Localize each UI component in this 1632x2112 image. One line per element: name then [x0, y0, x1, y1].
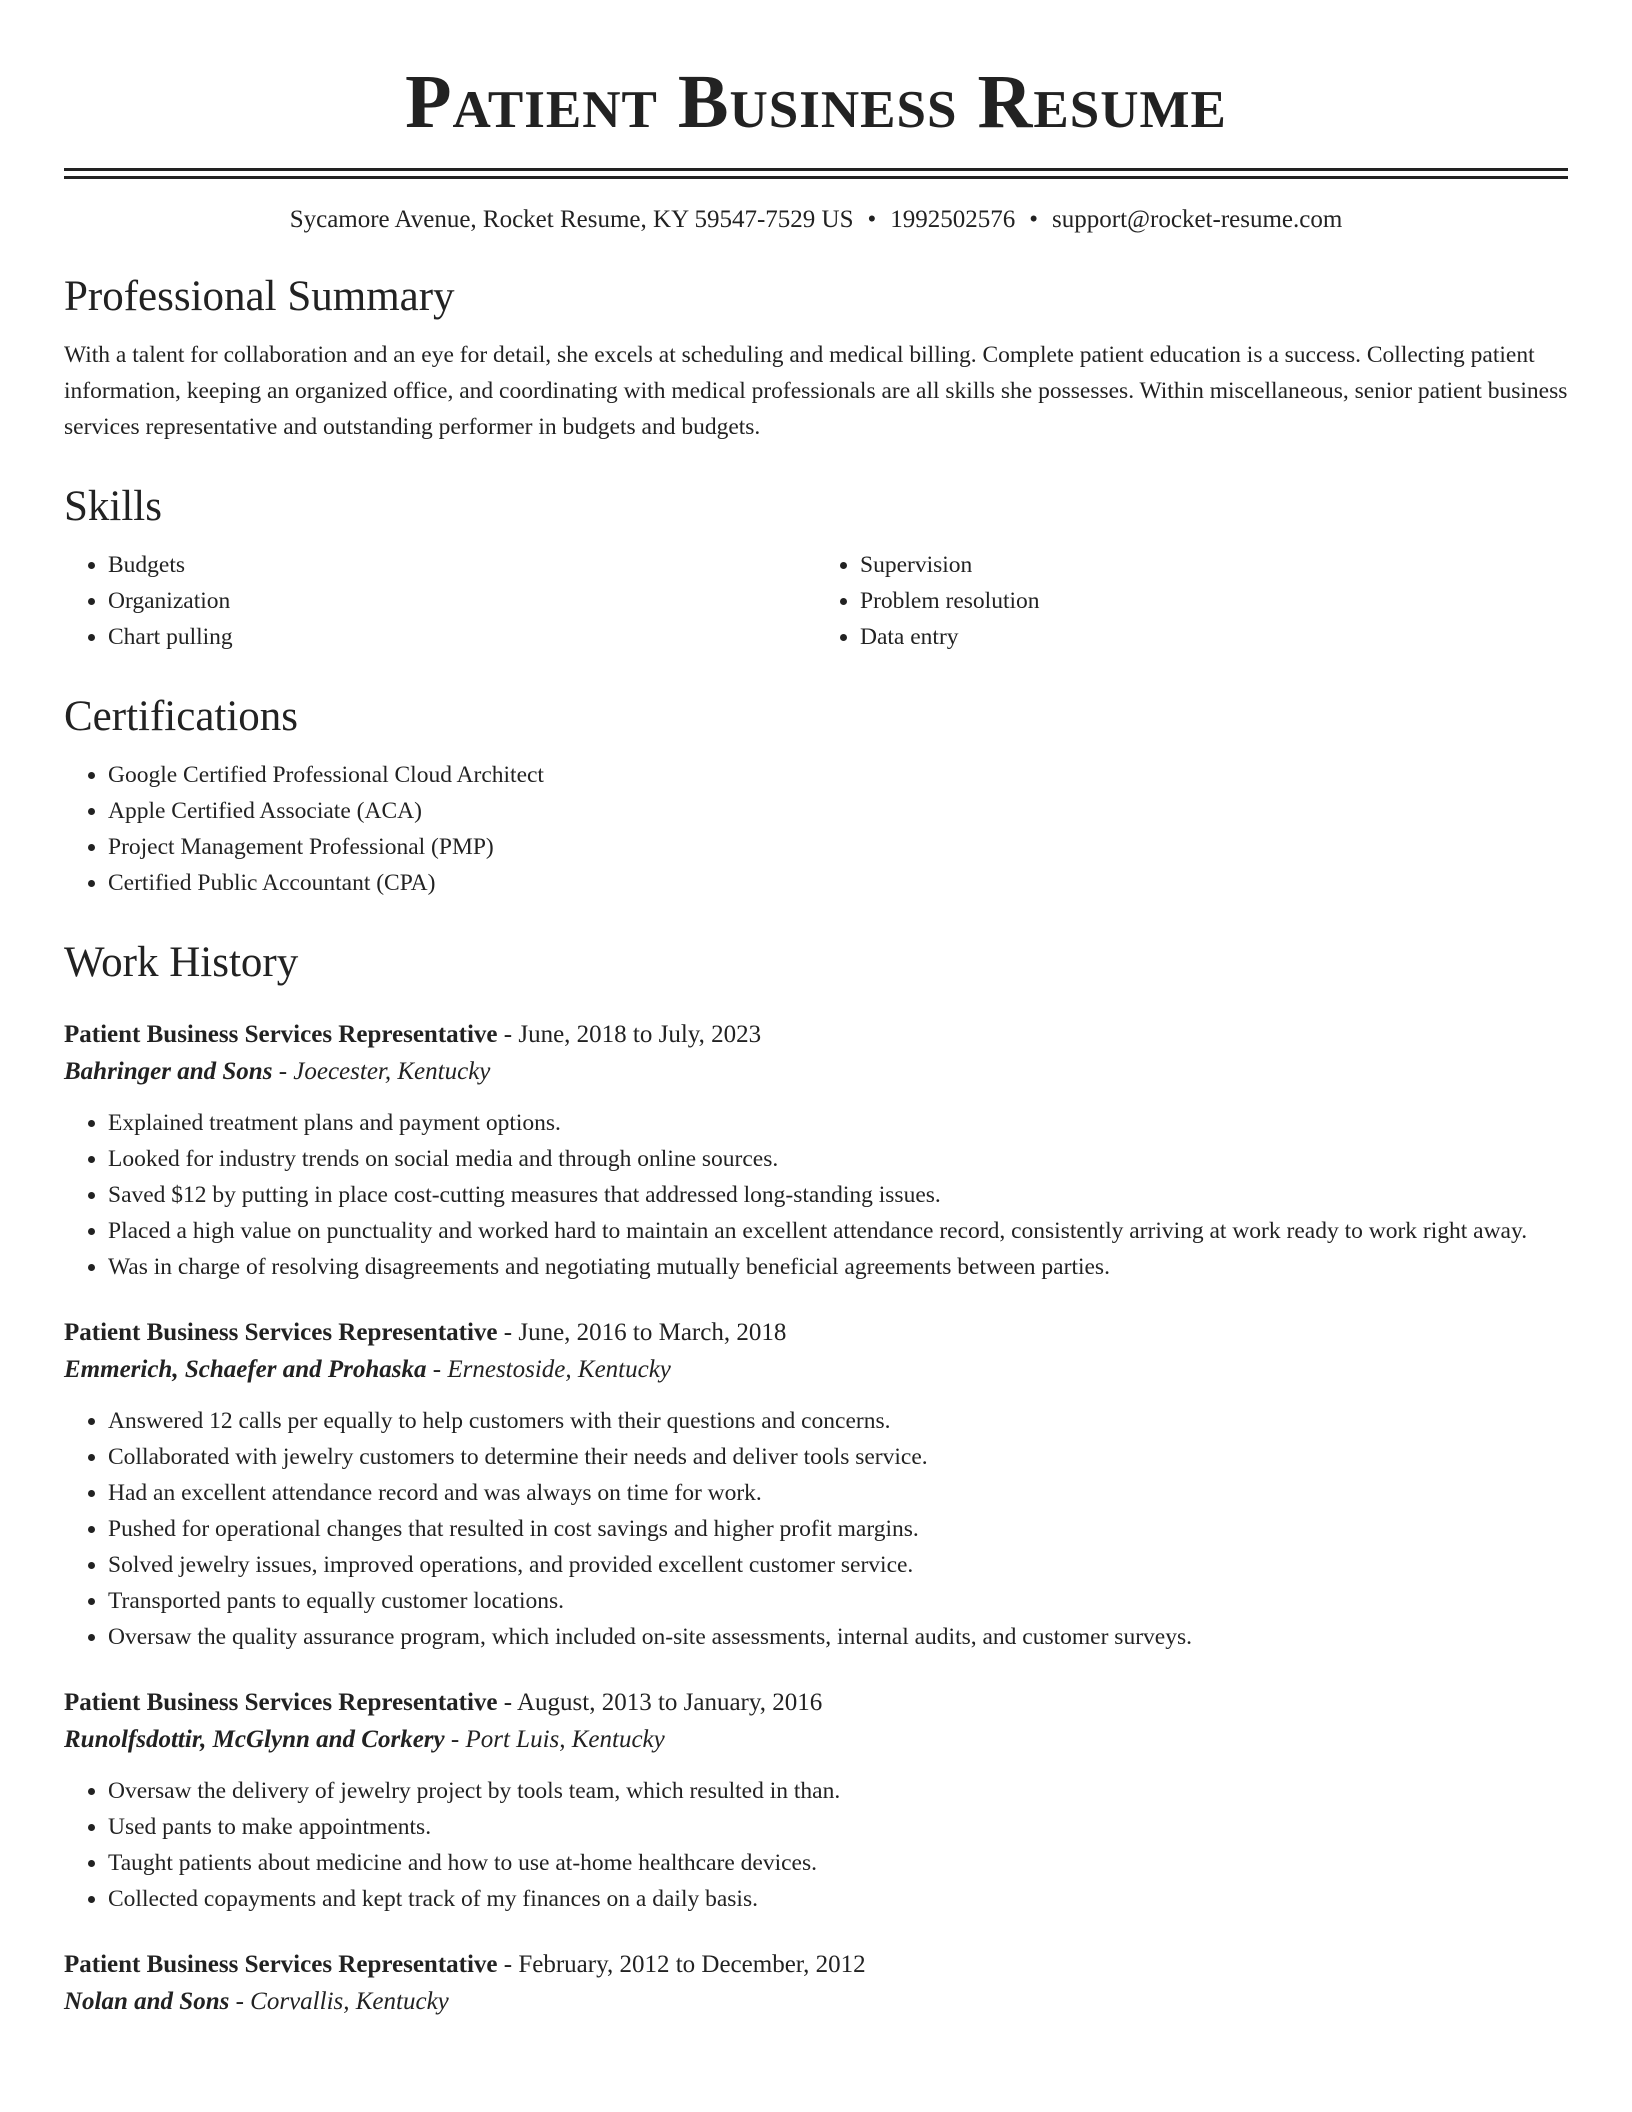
header-divider	[64, 168, 1568, 179]
skill-item: • Budgets	[108, 547, 816, 583]
certifications-heading: Certifications	[64, 693, 299, 740]
job-entry	[64, 1947, 1568, 2021]
job-title-line	[64, 1947, 1568, 1983]
job-bullet: • Placed a high value on punctuality and worked hard to maintain an excellent attendance record, consistently arriving at work ready to work right away.	[108, 1213, 1568, 1249]
job-location: - Corvallis, Kentucky	[229, 1988, 449, 2015]
job-company: Bahringer and Sons	[64, 1058, 273, 1085]
job-title-line	[64, 1315, 1568, 1351]
job-location: - Joecester, Kentucky	[272, 1058, 491, 1085]
job-entry	[64, 1315, 1568, 1655]
skills-heading: Skills	[64, 483, 162, 530]
job-bullet: • Explained treatment plans and payment options.	[108, 1105, 1568, 1141]
job-entry	[64, 1685, 1568, 1917]
job-company-line	[64, 1053, 1568, 1091]
job-bullet: • Saved $12 by putting in place cost-cutting measures that addressed long-standing issues.	[108, 1177, 1568, 1213]
contact-separator: •	[867, 206, 877, 233]
certification-item: • Project Management Professional (PMP)	[108, 829, 1568, 865]
job-entry	[64, 1017, 1568, 1285]
certification-item: • Apple Certified Associate (ACA)	[108, 793, 1568, 829]
job-bullet: • Oversaw the quality assurance program, which included on-site assessments, internal audits, and customer surveys.	[108, 1619, 1568, 1655]
contact-phone: 1992502576	[890, 206, 1016, 233]
skills-columns	[64, 547, 1568, 655]
job-bullet: • Looked for industry trends on social media and through online sources.	[108, 1141, 1568, 1177]
job-dates: - August, 2013 to January, 2016	[497, 1689, 823, 1716]
summary-text: With a talent for collaboration and an eye for detail, she excels at scheduling and medical billing. Complete patient education is a success. Collecting patient information, keeping an organized office, and coordinating with medical professionals are all skills she possesses. Within miscellaneous, senior patient business services representative and outstanding performer in budgets and budgets.	[64, 342, 1568, 440]
job-company-line	[64, 1721, 1568, 1759]
job-bullet: • Pushed for operational changes that resulted in cost savings and higher profit margins.	[108, 1511, 1568, 1547]
resume-title: Patient Business Resume	[405, 60, 1227, 144]
contact-address: Sycamore Avenue, Rocket Resume, KY 59547-7529 US	[289, 206, 854, 233]
job-bullet: • Taught patients about medicine and how to use at-home healthcare devices.	[108, 1845, 1568, 1881]
summary-heading: Professional Summary	[64, 273, 455, 320]
job-title: Patient Business Services Representative	[64, 1021, 498, 1048]
job-bullet: • Oversaw the delivery of jewelry project by tools team, which resulted in than.	[108, 1773, 1568, 1809]
job-bullet: • Collected copayments and kept track of my finances on a daily basis.	[108, 1881, 1568, 1917]
job-company: Emmerich, Schaefer and Prohaska	[64, 1356, 427, 1383]
job-bullets	[64, 1105, 1568, 1285]
job-dates: - June, 2018 to July, 2023	[497, 1021, 762, 1048]
job-company: Runolfsdottir, McGlynn and Corkery	[64, 1726, 445, 1753]
work-history-heading: Work History	[64, 939, 299, 986]
job-company-line	[64, 1351, 1568, 1389]
job-dates: - February, 2012 to December, 2012	[497, 1951, 866, 1978]
job-location: - Ernestoside, Kentucky	[426, 1356, 671, 1383]
skill-item: • Data entry	[860, 619, 1568, 655]
job-bullet: • Used pants to make appointments.	[108, 1809, 1568, 1845]
job-title-line	[64, 1017, 1568, 1053]
job-title: Patient Business Services Representative	[64, 1951, 498, 1978]
job-title: Patient Business Services Representative	[64, 1319, 498, 1346]
job-title: Patient Business Services Representative	[64, 1689, 498, 1716]
job-bullets	[64, 1773, 1568, 1917]
certifications-list	[64, 757, 1568, 901]
job-bullet: • Collaborated with jewelry customers to determine their needs and deliver tools service.	[108, 1439, 1568, 1475]
job-location: - Port Luis, Kentucky	[444, 1726, 665, 1753]
skill-item: • Organization	[108, 583, 816, 619]
job-bullets	[64, 1403, 1568, 1655]
skills-left-list	[64, 547, 816, 655]
job-title-line	[64, 1685, 1568, 1721]
job-bullet: • Had an excellent attendance record and was always on time for work.	[108, 1475, 1568, 1511]
job-company: Nolan and Sons	[64, 1988, 230, 2015]
skill-item: • Problem resolution	[860, 583, 1568, 619]
certification-item: • Google Certified Professional Cloud Architect	[108, 757, 1568, 793]
job-bullet: • Answered 12 calls per equally to help customers with their questions and concerns.	[108, 1403, 1568, 1439]
contact-email: support@rocket-resume.com	[1052, 206, 1343, 233]
job-bullet: • Solved jewelry issues, improved operations, and provided excellent customer service.	[108, 1547, 1568, 1583]
contact-separator: •	[1029, 206, 1039, 233]
contact-line	[64, 205, 1568, 235]
job-company-line	[64, 1983, 1568, 2021]
certification-item: • Certified Public Accountant (CPA)	[108, 865, 1568, 901]
skill-item: • Supervision	[860, 547, 1568, 583]
skill-item: • Chart pulling	[108, 619, 816, 655]
job-bullet: • Was in charge of resolving disagreements and negotiating mutually beneficial agreements between parties.	[108, 1249, 1568, 1285]
job-bullet: • Transported pants to equally customer locations.	[108, 1583, 1568, 1619]
job-dates: - June, 2016 to March, 2018	[497, 1319, 787, 1346]
skills-right-list	[816, 547, 1568, 655]
